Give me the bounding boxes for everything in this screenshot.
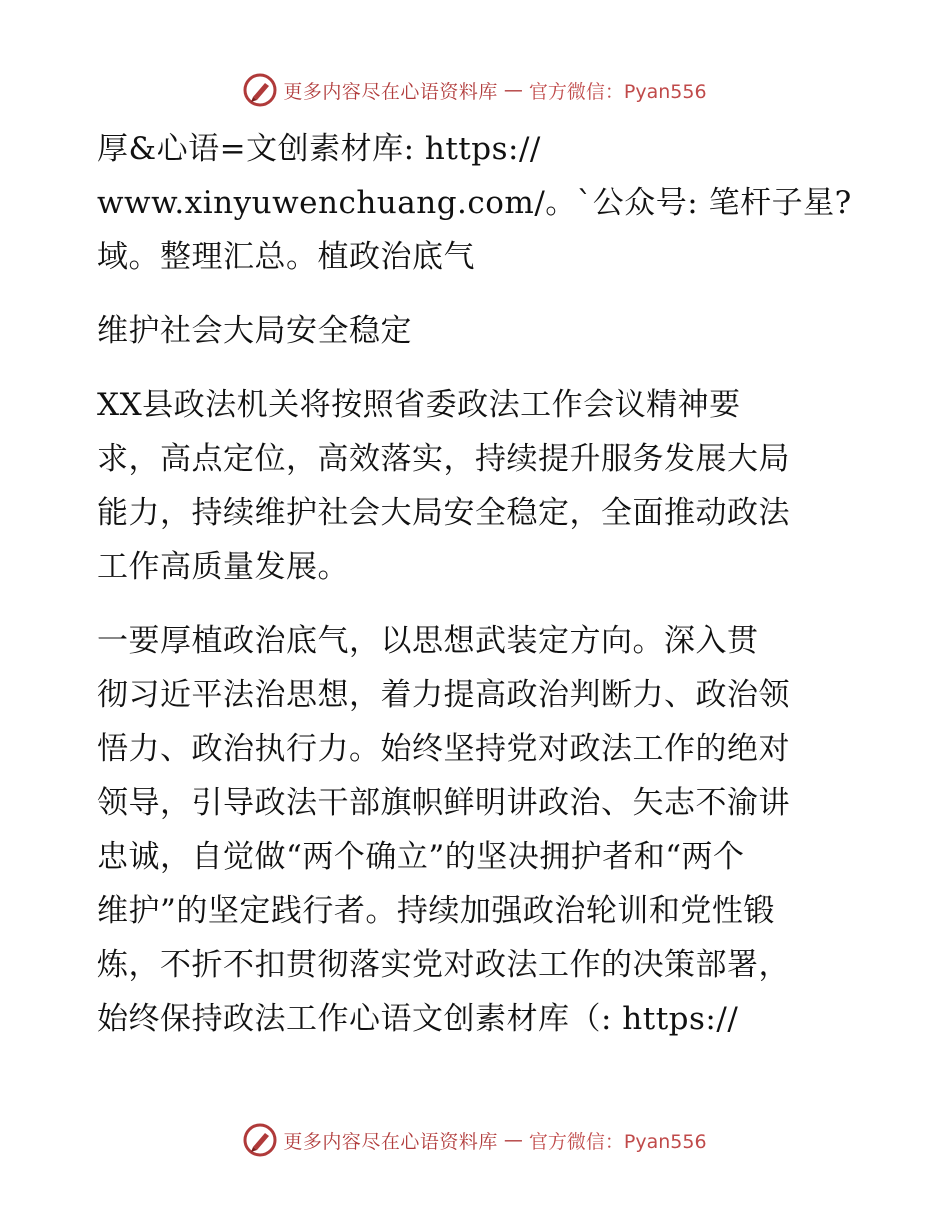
watermark-header	[0, 70, 950, 110]
watermark-footer	[0, 1120, 950, 1160]
text-line: 炼，不折不扣贯彻落实党对政法工作的决策部署，	[97, 947, 790, 983]
text-line: 彻习近平法治思想，着力提高政治判断力、政治领	[97, 677, 790, 713]
text-line: 维护”的坚定践行者。持续加强政治轮训和党性锻	[97, 893, 775, 929]
pen-logo-icon	[243, 1123, 277, 1157]
section-heading: 维护社会大局安全稳定	[97, 313, 412, 349]
text-line: 始终保持政法工作心语文创素材库（: https://	[97, 1001, 739, 1037]
paragraph-gap	[97, 284, 857, 304]
paragraph-gap	[97, 358, 857, 378]
watermark-site-text: 更多内容尽在心语资料库	[283, 1130, 498, 1153]
text-line: 厚&心语=文创素材库: https://	[97, 131, 541, 167]
paragraph-gap	[97, 594, 857, 614]
text-line: 悟力、政治执行力。始终坚持党对政法工作的绝对	[97, 731, 790, 767]
text-line: 一要厚植政治底气，以思想武装定方向。深入贯	[97, 623, 759, 659]
text-line: 工作高质量发展。	[97, 549, 349, 585]
watermark-account-text: 官方微信：Pyan556	[528, 1130, 707, 1153]
text-line: 领导，引导政法干部旗帜鲜明讲政治、矢志不渝讲	[97, 785, 790, 821]
pen-logo-icon	[243, 73, 277, 107]
text-line: 能力，持续维护社会大局安全稳定，全面推动政法	[97, 495, 790, 531]
text-line: 忠诚，自觉做“两个确立”的坚决拥护者和“两个	[97, 839, 745, 875]
watermark-account-text: 官方微信：Pyan556	[528, 80, 707, 103]
watermark-separator: —	[503, 1129, 523, 1151]
watermark-site-text: 更多内容尽在心语资料库	[283, 80, 498, 103]
text-line: 求，高点定位，高效落实，持续提升服务发展大局	[97, 441, 790, 477]
text-line: XX县政法机关将按照省委政法工作会议精神要	[97, 387, 741, 423]
watermark-separator: —	[503, 79, 523, 101]
document-body	[97, 122, 857, 1046]
text-line: www.xinyuwenchuang.com/。`公众号: 笔杆子星?	[97, 185, 852, 221]
text-line: 域。整理汇总。植政治底气	[97, 239, 475, 275]
